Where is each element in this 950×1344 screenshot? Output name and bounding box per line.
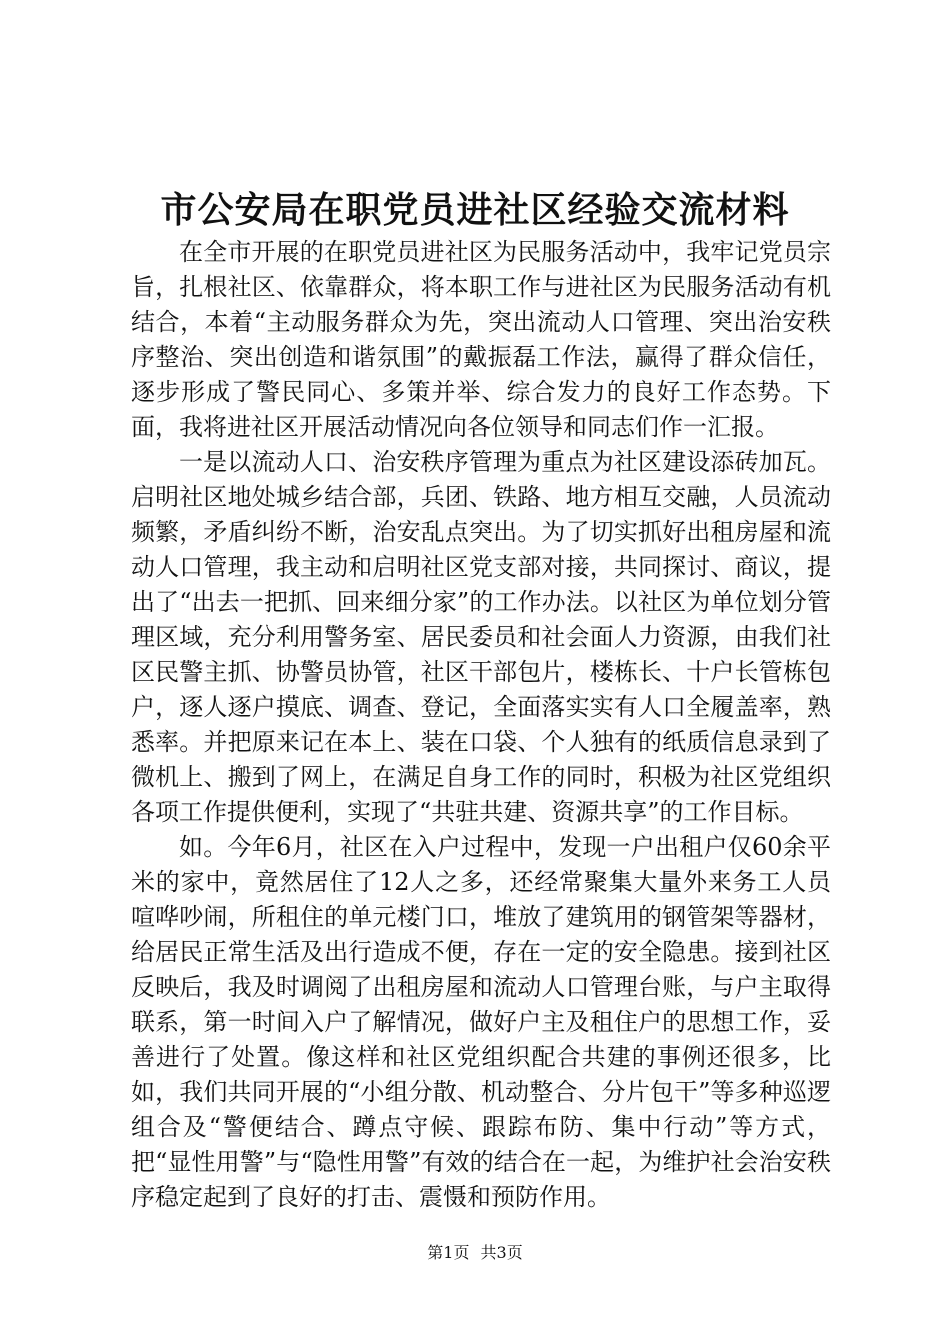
document-title: 市公安局在职党员进社区经验交流材料 bbox=[160, 189, 790, 231]
page-number: 第1页 bbox=[427, 1243, 470, 1262]
page-footer bbox=[0, 1242, 950, 1264]
document-body bbox=[131, 235, 831, 1215]
paragraph-migrant-management: 一是以流动人口、治安秩序管理为重点为社区建设添砖加瓦。启明社区地处城乡结合部，兵团、铁路、地方相互交融，人员流动频繁，矛盾纠纷不断，治安乱点突出。为了切实抓好出租房屋和流动人口管理，我主动和启明社区党支部对接，共同探讨、商议，提出了“出去一把抓、回来细分家”的工作办法。以社区为单位划分管理区域，充分利用警务室、居民委员和社会面人力资源，由我们社区民警主抓、协警员协管，社区干部包片，楼栋长、十户长管栋包户，逐人逐户摸底、调查、登记，全面落实实有人口全履盖率，熟悉率。并把原来记在本上、装在口袋、个人独有的纸质信息录到了微机上、搬到了网上，在满足自身工作的同时，积极为社区党组织各项工作提供便利，实现了“共驻共建、资源共享”的工作目标。 bbox=[131, 448, 831, 826]
paragraph-intro: 在全市开展的在职党员进社区为民服务活动中，我牢记党员宗旨，扎根社区、依靠群众，将本职工作与进社区为民服务活动有机结合，本着“主动服务群众为先，突出流动人口管理、突出治安秩序整治、突出创造和谐氛围”的戴振磊工作法，赢得了群众信任，逐步形成了警民同心、多策并举、综合发力的良好工作态势。下面，我将进社区开展活动情况向各位领导和同志们作一汇报。 bbox=[131, 238, 831, 441]
page-total: 共3页 bbox=[480, 1243, 523, 1262]
paragraph-example-case: 如。今年6月，社区在入户过程中，发现一户出租户仅60余平米的家中，竟然居住了12人之多，还经常聚集大量外来务工人员喧哗吵闹，所租住的单元楼门口，堆放了建筑用的钢管架等器材，给居民正常生活及出行造成不便，存在一定的安全隐患。接到社区反映后，我及时调阅了出租房屋和流动人口管理台账，与户主取得联系，第一时间入户了解情况，做好户主及租住户的思想工作，妥善进行了处置。像这样和社区党组织配合共建的事例还很多，比如，我们共同开展的“小组分散、机动整合、分片包干”等多种巡逻组合及“警便结合、蹲点守候、跟踪布防、集中行动”等方式，把“显性用警”与“隐性用警”有效的结合在一起，为维护社会治安秩序稳定起到了良好的打击、震慑和预防作用。 bbox=[131, 833, 831, 1211]
